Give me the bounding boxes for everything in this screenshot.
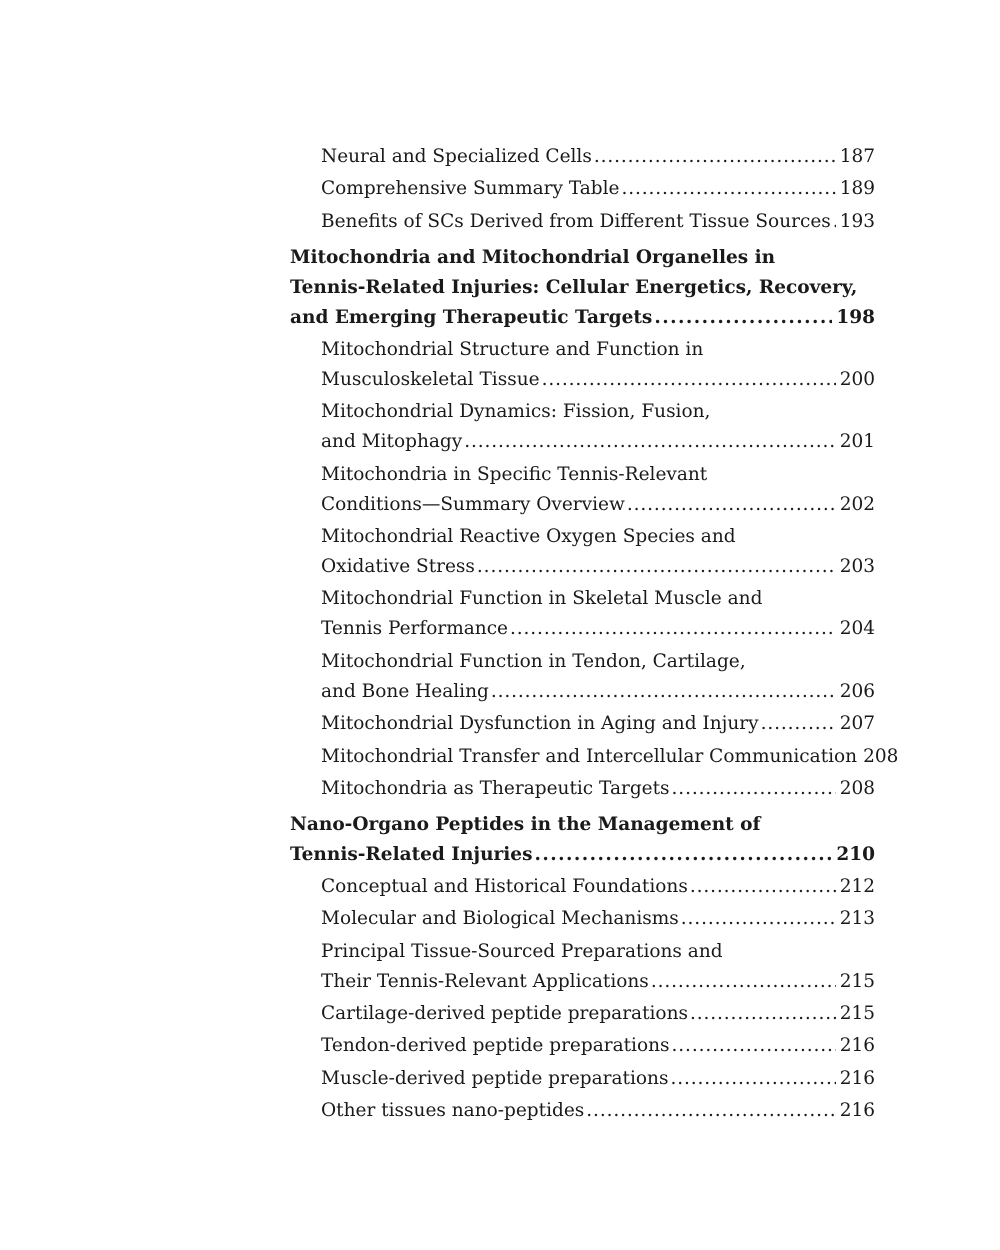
toc-entry-title: Molecular and Biological Mechanisms bbox=[321, 908, 679, 930]
toc-entry-line bbox=[321, 207, 875, 237]
dot-leader bbox=[651, 967, 836, 997]
dot-leader bbox=[627, 490, 836, 520]
toc-page-number: 202 bbox=[839, 493, 875, 515]
toc-entry-line bbox=[321, 142, 875, 172]
toc-entry-title: Principal Tissue-Sourced Preparations and bbox=[321, 940, 723, 962]
toc-entry-line bbox=[321, 174, 875, 204]
toc-section-entry bbox=[290, 243, 875, 333]
toc-entry-line bbox=[321, 967, 875, 997]
toc-page-number: 208 bbox=[863, 745, 899, 767]
toc-page-number: 204 bbox=[839, 618, 875, 640]
toc-page-number: 216 bbox=[839, 1100, 875, 1122]
toc-page-number: 200 bbox=[839, 368, 875, 390]
toc-entry-title: Musculoskeletal Tissue bbox=[321, 368, 540, 390]
toc-entry-title: Tennis-Related Injuries bbox=[290, 843, 533, 865]
toc-entry-line bbox=[321, 365, 875, 395]
toc-page-number: 210 bbox=[836, 843, 875, 865]
dot-leader bbox=[670, 1064, 835, 1094]
toc-page-number: 201 bbox=[839, 431, 875, 453]
toc-subsection-entry bbox=[290, 522, 875, 582]
dot-leader bbox=[672, 1031, 836, 1061]
dot-leader bbox=[690, 872, 836, 902]
dot-leader bbox=[621, 174, 835, 204]
toc-entry-line bbox=[321, 584, 875, 614]
toc-entry-line bbox=[321, 937, 875, 967]
toc-entry-line bbox=[321, 335, 875, 365]
toc-subsection-entry bbox=[290, 142, 875, 172]
dot-leader bbox=[535, 840, 833, 870]
toc-page-number: 187 bbox=[839, 146, 875, 167]
toc-entry-line bbox=[321, 490, 875, 520]
toc-entry-line bbox=[290, 243, 875, 273]
toc-entry-title: Tendon-derived peptide preparations bbox=[321, 1035, 670, 1057]
dot-leader bbox=[542, 365, 836, 395]
toc-entry-title: Muscle-derived peptide preparations bbox=[321, 1067, 669, 1089]
toc-subsection-entry bbox=[290, 742, 899, 772]
dot-leader bbox=[510, 614, 836, 644]
dot-leader bbox=[761, 709, 836, 739]
toc-page-number: 215 bbox=[839, 970, 875, 992]
toc-entry-line bbox=[290, 840, 875, 870]
toc-page-number: 212 bbox=[839, 875, 875, 897]
toc-page-number: 189 bbox=[839, 178, 875, 200]
toc-entry-line bbox=[321, 709, 875, 739]
toc-entry-title: Tennis-Related Injuries: Cellular Energetics, Recovery, bbox=[290, 276, 858, 298]
toc-entry-title: Other tissues nano-peptides bbox=[321, 1100, 585, 1122]
toc-entry-title: Cartilage-derived peptide preparations bbox=[321, 1003, 688, 1025]
toc-entry-line bbox=[290, 810, 875, 840]
dot-leader bbox=[477, 552, 836, 582]
toc-subsection-entry bbox=[290, 647, 875, 707]
toc-entry-line bbox=[290, 303, 875, 333]
toc-subsection-entry bbox=[290, 584, 875, 644]
toc-entry-line bbox=[321, 427, 875, 457]
toc-page-number: 207 bbox=[839, 713, 875, 735]
toc-entry-title: Mitochondria and Mitochondrial Organelles in bbox=[290, 246, 776, 268]
toc-entry-title: Mitochondrial Dysfunction in Aging and Injury bbox=[321, 713, 759, 735]
toc-entry-title: Mitochondrial Transfer and Intercellular Communication bbox=[321, 745, 858, 767]
toc-entry-line bbox=[321, 999, 875, 1029]
toc-entry-title: Comprehensive Summary Table bbox=[321, 178, 620, 200]
toc-subsection-entry bbox=[290, 397, 875, 457]
toc-entry-line bbox=[321, 1064, 875, 1094]
dot-leader bbox=[672, 774, 836, 804]
toc-page-number: 208 bbox=[839, 777, 875, 799]
toc-entry-line bbox=[290, 273, 875, 303]
toc-entry-line bbox=[321, 1096, 875, 1126]
dot-leader bbox=[690, 999, 836, 1029]
toc-subsection-entry bbox=[290, 335, 875, 395]
toc-entry-line bbox=[321, 774, 875, 804]
toc-entry-line bbox=[321, 397, 875, 427]
dot-leader bbox=[594, 142, 836, 172]
toc-entry-line bbox=[321, 677, 875, 707]
toc-entry-line bbox=[321, 1031, 875, 1061]
toc-entry-title: Neural and Specialized Cells bbox=[321, 146, 592, 167]
toc-page-number: 216 bbox=[839, 1035, 875, 1057]
toc-entry-line bbox=[321, 460, 875, 490]
toc-page-number: 215 bbox=[839, 1003, 875, 1025]
toc-entry-title: Mitochondria in Specific Tennis-Relevant bbox=[321, 463, 708, 485]
toc-subsection-entry bbox=[290, 207, 875, 237]
toc-subsection-entry bbox=[290, 460, 875, 520]
toc-subsection-entry bbox=[290, 872, 875, 902]
toc-subsection-entry bbox=[290, 904, 875, 934]
toc-page-number: 198 bbox=[836, 306, 875, 328]
toc-entry-line bbox=[321, 872, 875, 902]
table-of-contents bbox=[290, 142, 899, 1129]
toc-subsection-entry bbox=[290, 1096, 875, 1126]
dot-leader bbox=[681, 904, 836, 934]
toc-page-number: 193 bbox=[839, 210, 875, 232]
toc-entry-title: Mitochondrial Reactive Oxygen Species and bbox=[321, 525, 736, 547]
dot-leader bbox=[654, 303, 832, 333]
dot-leader bbox=[464, 427, 836, 457]
toc-entry-title: and Mitophagy bbox=[321, 431, 463, 453]
toc-entry-line bbox=[321, 614, 875, 644]
toc-entry-title: and Emerging Therapeutic Targets bbox=[290, 306, 653, 328]
toc-entry-title: Benefits of SCs Derived from Different Tissue Sources bbox=[321, 210, 831, 232]
toc-entry-title: Conceptual and Historical Foundations bbox=[321, 875, 688, 897]
toc-entry-title: and Bone Healing bbox=[321, 680, 489, 702]
dot-leader bbox=[586, 1096, 835, 1126]
toc-page-number: 216 bbox=[839, 1067, 875, 1089]
toc-page-number: 213 bbox=[839, 908, 875, 930]
toc-entry-line bbox=[321, 647, 875, 677]
toc-page-number: 203 bbox=[839, 555, 875, 577]
toc-subsection-entry bbox=[290, 1031, 875, 1061]
dot-leader bbox=[833, 207, 836, 237]
toc-subsection-entry bbox=[290, 709, 875, 739]
toc-entry-title: Their Tennis-Relevant Applications bbox=[321, 970, 649, 992]
toc-entry-title: Oxidative Stress bbox=[321, 555, 475, 577]
toc-subsection-entry bbox=[290, 1064, 875, 1094]
dot-leader bbox=[491, 677, 836, 707]
toc-entry-title: Mitochondrial Function in Skeletal Muscle and bbox=[321, 588, 763, 610]
toc-entry-title: Mitochondrial Structure and Function in bbox=[321, 338, 704, 360]
toc-entry-title: Mitochondrial Function in Tendon, Cartilage, bbox=[321, 650, 746, 672]
toc-subsection-entry bbox=[290, 937, 875, 997]
toc-entry-title: Mitochondria as Therapeutic Targets bbox=[321, 777, 670, 799]
toc-entry-line bbox=[321, 904, 875, 934]
toc-subsection-entry bbox=[290, 774, 875, 804]
toc-entry-line bbox=[321, 742, 899, 772]
toc-entry-title: Nano-Organo Peptides in the Management of bbox=[290, 813, 761, 835]
toc-entry-title: Conditions—Summary Overview bbox=[321, 493, 625, 515]
toc-entry-line bbox=[321, 552, 875, 582]
toc-subsection-entry bbox=[290, 999, 875, 1029]
toc-subsection-entry bbox=[290, 174, 875, 204]
toc-entry-title: Tennis Performance bbox=[321, 618, 509, 640]
toc-section-entry bbox=[290, 810, 875, 870]
toc-page-number: 206 bbox=[839, 680, 875, 702]
toc-entry-line bbox=[321, 522, 875, 552]
toc-entry-title: Mitochondrial Dynamics: Fission, Fusion, bbox=[321, 401, 711, 423]
